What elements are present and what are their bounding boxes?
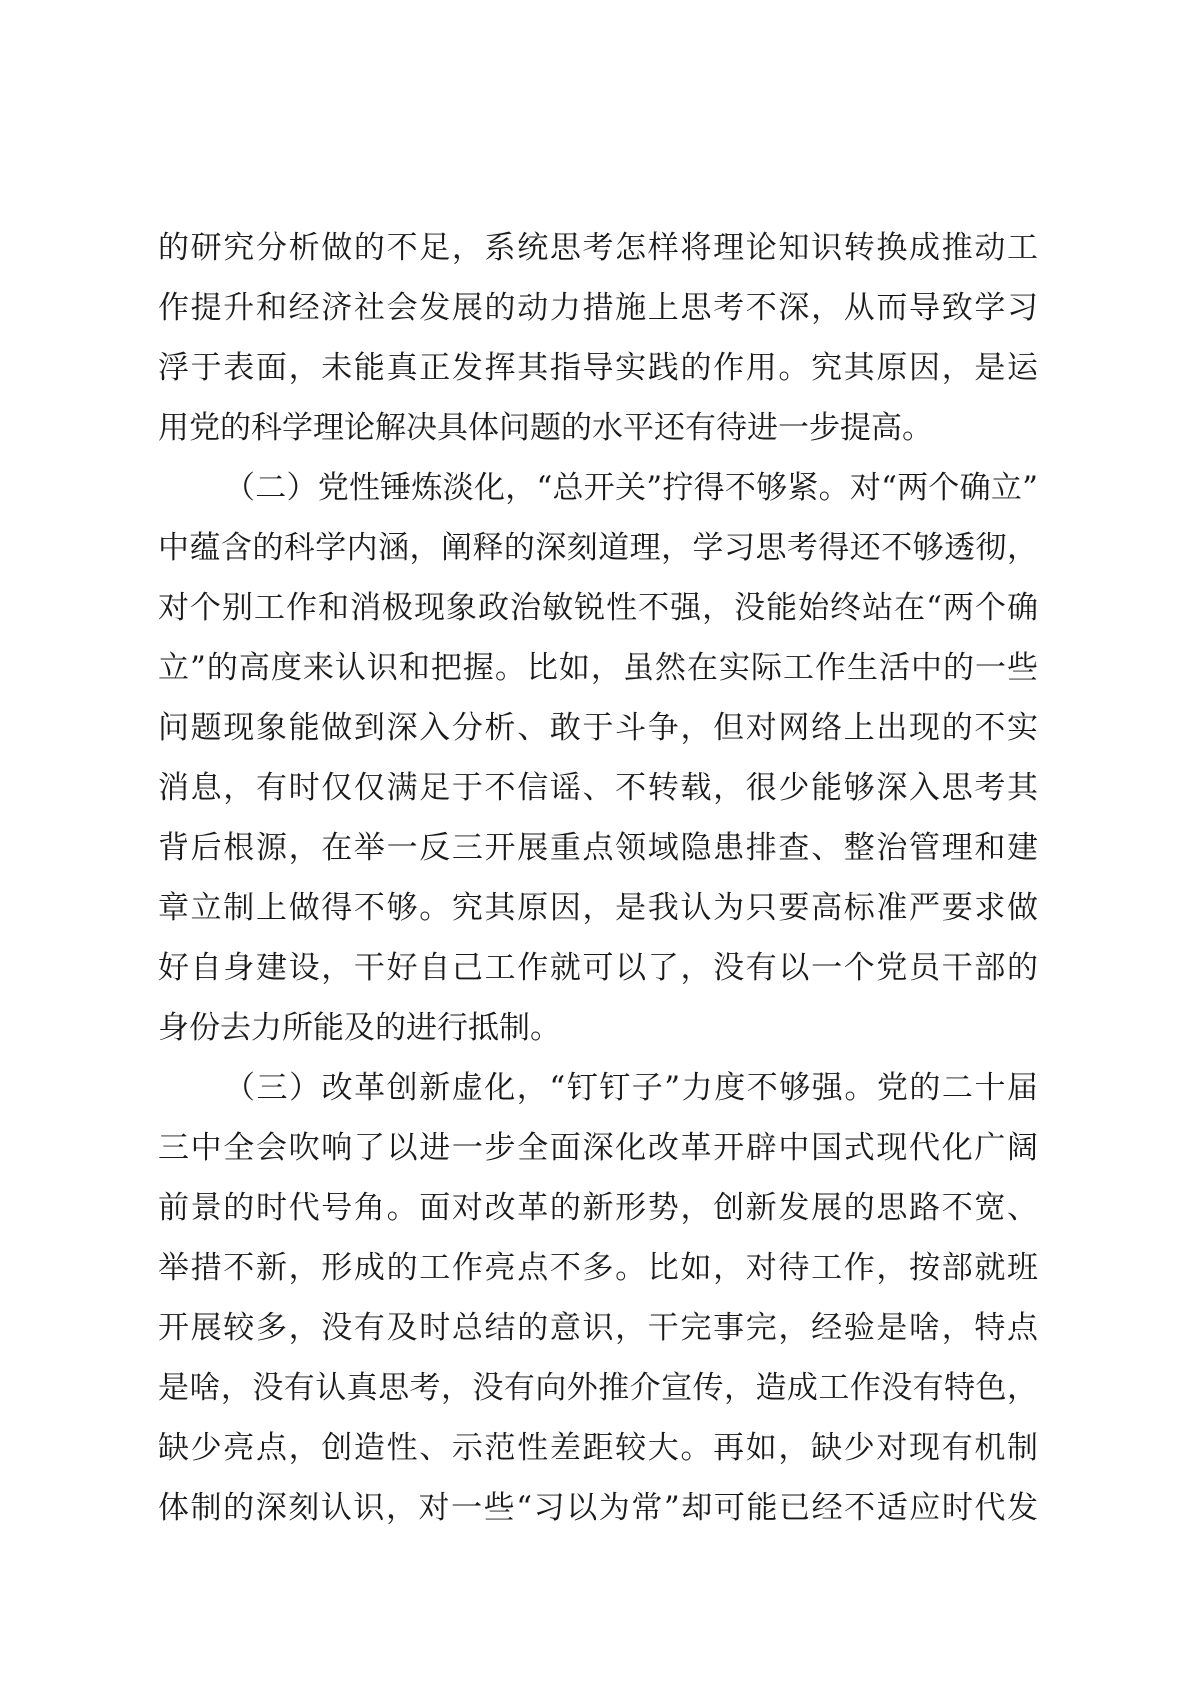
- paragraph-1-line-1: 的研究分析做的不足，系统思考怎样将理论知识转换成推动工: [158, 230, 1038, 266]
- paragraph-1-line-4: 用党的科学理论解决具体问题的水平还有待进一步提高。: [158, 410, 933, 446]
- paragraph-2-line-6: 消息，有时仅仅满足于不信谣、不转载，很少能够深入思考其: [158, 770, 1038, 806]
- paragraph-3-line-7: 缺少亮点，创造性、示范性差距较大。再如，缺少对现有机制: [158, 1430, 1038, 1466]
- paragraph-2-line-10: 身份去力所能及的进行抵制。: [158, 1010, 561, 1046]
- paragraph-2-line-3: 对个别工作和消极现象政治敏锐性不强，没能始终站在“两个确: [158, 590, 1038, 626]
- paragraph-3-line-4: 举措不新，形成的工作亮点不多。比如，对待工作，按部就班: [158, 1250, 1038, 1286]
- paragraph-2-line-7: 背后根源，在举一反三开展重点领域隐患排查、整治管理和建: [158, 830, 1038, 866]
- paragraph-3-heading-line: （三）改革创新虚化，“钉钉子”力度不够强。党的二十届: [224, 1070, 1038, 1106]
- paragraph-2-line-5: 问题现象能做到深入分析、敢于斗争，但对网络上出现的不实: [158, 710, 1038, 746]
- body-text: [158, 218, 1038, 1538]
- paragraph-3-line-8: 体制的深刻认识，对一些“习以为常”却可能已经不适应时代发: [158, 1490, 1038, 1526]
- paragraph-3-line-3: 前景的时代号角。面对改革的新形势，创新发展的思路不宽、: [158, 1190, 1038, 1226]
- paragraph-2-line-9: 好自身建设，干好自己工作就可以了，没有以一个党员干部的: [158, 950, 1038, 986]
- paragraph-2-line-4: 立”的高度来认识和把握。比如，虽然在实际工作生活中的一些: [158, 650, 1038, 686]
- paragraph-1-line-3: 浮于表面，未能真正发挥其指导实践的作用。究其原因，是运: [158, 350, 1038, 386]
- paragraph-1-line-2: 作提升和经济社会发展的动力措施上思考不深，从而导致学习: [158, 290, 1038, 326]
- paragraph-2-line-8: 章立制上做得不够。究其原因，是我认为只要高标准严要求做: [158, 890, 1038, 926]
- paragraph-3-line-2: 三中全会吹响了以进一步全面深化改革开辟中国式现代化广阔: [158, 1130, 1038, 1166]
- paragraph-3-line-5: 开展较多，没有及时总结的意识，干完事完，经验是啥，特点: [158, 1310, 1038, 1346]
- paragraph-2-line-2: 中蕴含的科学内涵，阐释的深刻道理，学习思考得还不够透彻，: [158, 530, 1038, 566]
- paragraph-2-heading-line: （二）党性锤炼淡化，“总开关”拧得不够紧。对“两个确立”: [224, 470, 1038, 506]
- paragraph-3-line-6: 是啥，没有认真思考，没有向外推介宣传，造成工作没有特色，: [158, 1370, 1038, 1406]
